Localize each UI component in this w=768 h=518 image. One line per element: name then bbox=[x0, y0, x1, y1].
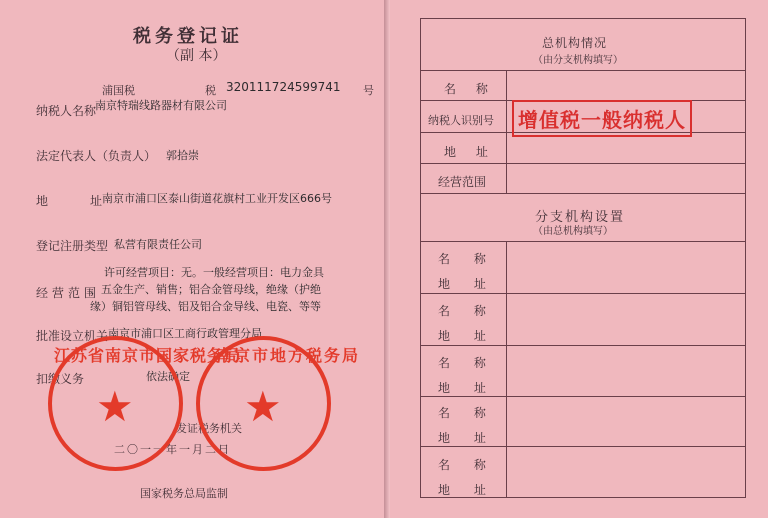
branch-4-name-label: 名 称 bbox=[438, 406, 496, 420]
tax-reg-prefix-2: 税 bbox=[205, 84, 216, 97]
approval-label: 批准设立机关 bbox=[36, 329, 109, 343]
branch-1-address-label: 地 址 bbox=[438, 277, 496, 291]
branch-section-title: 分支机构设置 bbox=[535, 210, 626, 225]
branch-4-address-label: 地 址 bbox=[438, 431, 496, 445]
hq-name-label: 名 称 bbox=[444, 82, 496, 96]
seal1-text: 江苏省南京市国家税务局 bbox=[54, 346, 242, 365]
general-taxpayer-stamp: 增值税一般纳税人 bbox=[512, 100, 692, 137]
taxpayer-name-label: 纳税人名称 bbox=[36, 104, 97, 118]
seal-star-icon: ★ bbox=[244, 382, 282, 431]
business-scope-line-3: 缘）铜铝管母线、铝及铝合金导线、电瓷、等等 bbox=[90, 300, 321, 313]
footer-supervised-by: 国家税务总局监制 bbox=[140, 487, 228, 500]
certificate-title: 税务登记证 bbox=[133, 26, 243, 47]
approval-authority: 南京市浦口区工商行政管理分局 bbox=[108, 327, 262, 340]
legal-rep: 郭拾崇 bbox=[166, 149, 199, 162]
address: 南京市浦口区泰山街道花旗村工业开发区666号 bbox=[102, 192, 332, 205]
hq-taxid-label: 纳税人识别号 bbox=[428, 114, 494, 127]
address-label: 地 bbox=[36, 194, 49, 208]
tax-reg-prefix: 浦国税 bbox=[102, 84, 135, 97]
seal-star-icon: ★ bbox=[96, 382, 134, 431]
branch-5-name-label: 名 称 bbox=[438, 458, 496, 472]
seal2-text: 南京市地方税务局 bbox=[216, 346, 361, 365]
tax-reg-number: 320111724599741 bbox=[226, 80, 341, 94]
branch-section-subtitle: （由总机构填写） bbox=[533, 226, 613, 237]
tax-reg-suffix: 号 bbox=[363, 84, 374, 97]
legal-rep-label: 法定代表人（负责人） bbox=[36, 149, 157, 163]
withholding-label: 扣缴义务 bbox=[36, 372, 85, 386]
branch-5-address-label: 地 址 bbox=[438, 483, 496, 497]
branch-1-name-label: 名 称 bbox=[438, 252, 496, 266]
reg-type: 私营有限责任公司 bbox=[114, 238, 202, 251]
branch-2-address-label: 地 址 bbox=[438, 329, 496, 343]
branch-3-name-label: 名 称 bbox=[438, 356, 496, 370]
hq-section-subtitle: （由分支机构填写） bbox=[533, 55, 623, 66]
hq-section-title: 总机构情况 bbox=[542, 36, 608, 50]
page-spine bbox=[384, 0, 390, 518]
issuer-label: 发证税务机关 bbox=[176, 422, 242, 435]
branch-2-name-label: 名 称 bbox=[438, 304, 496, 318]
hq-scope-label: 经营范围 bbox=[438, 175, 487, 189]
address-label-2: 址 bbox=[90, 194, 103, 208]
business-scope-line-2: 、五金生产、销售；铝合金管母线，绝缘（护绝 bbox=[90, 283, 321, 296]
taxpayer-name: 南京特瑞线路器材有限公司 bbox=[95, 99, 227, 112]
reg-type-label: 登记注册类型 bbox=[36, 239, 109, 253]
hq-address-label: 地 址 bbox=[444, 145, 496, 159]
withholding-value: 依法确定 bbox=[146, 370, 190, 383]
business-scope-label: 经营范围 bbox=[36, 286, 101, 300]
business-scope-line-1: 许可经营项目：无。一般经营项目：电力金具 bbox=[104, 266, 324, 279]
branch-3-address-label: 地 址 bbox=[438, 381, 496, 395]
certificate-subtitle: （副 本） bbox=[166, 48, 227, 64]
issue-date: 二〇一一年一月二日 bbox=[114, 443, 231, 456]
